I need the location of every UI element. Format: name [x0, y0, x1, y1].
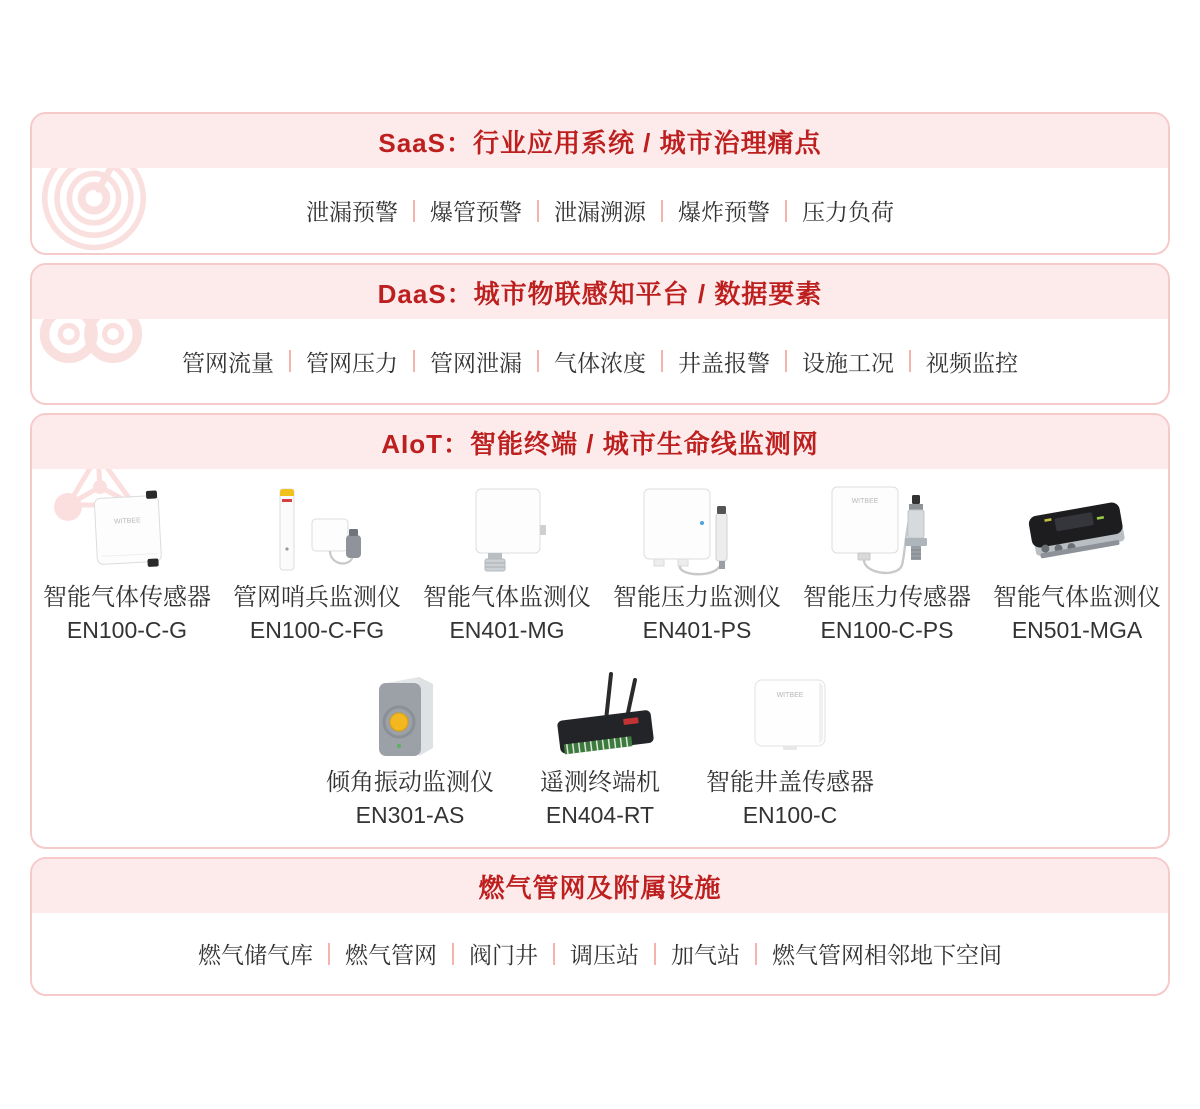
- aiot-card: [30, 413, 1170, 849]
- pressure-monitor-image: [622, 483, 772, 578]
- device-name: 智能气体监测仪: [993, 584, 1161, 611]
- saas-card-body: [32, 168, 1168, 253]
- device-model: EN404-RT: [545, 802, 655, 828]
- device-cell: [315, 668, 505, 831]
- device-cell: [602, 483, 792, 646]
- device-model: EN100-C-FG: [249, 617, 385, 643]
- gas-network-title: 燃气管网及附属设施: [478, 872, 722, 903]
- saas-card-header: [32, 114, 1168, 168]
- saas-items-row: [306, 194, 894, 227]
- device-name: 智能气体监测仪: [423, 584, 591, 611]
- gas-network-card: [30, 857, 1170, 996]
- item-separator: [413, 350, 415, 372]
- device-name: 遥测终端机: [540, 769, 660, 796]
- device-model: EN401-MG: [449, 617, 565, 643]
- gas-network-item: 调压站: [570, 942, 639, 968]
- item-separator: [413, 200, 415, 222]
- item-separator: [654, 943, 656, 965]
- saas-title: SaaS：行业应用系统 / 城市治理痛点: [378, 127, 822, 158]
- daas-item: 气体浓度: [554, 349, 646, 376]
- device-brand-label: WITBEE: [851, 498, 879, 505]
- gas-network-item: 燃气储气库: [198, 942, 313, 968]
- aiot-devices-row2: [315, 668, 885, 831]
- daas-items-row: [182, 345, 1018, 378]
- pressure-sensor-image: [812, 483, 962, 578]
- saas-item: 泄漏预警: [306, 199, 398, 225]
- daas-card-header: [32, 265, 1168, 319]
- device-name: 智能压力传感器: [803, 584, 971, 611]
- daas-card: [30, 263, 1170, 405]
- item-separator: [661, 200, 663, 222]
- device-model: EN301-AS: [355, 802, 465, 828]
- device-model: EN501-MGA: [1011, 617, 1143, 643]
- gas-network-item: 燃气管网: [345, 942, 437, 968]
- device-brand-label: WITBEE: [113, 517, 141, 526]
- gas-monitor-black-image: [1002, 483, 1152, 578]
- daas-item: 井盖报警: [678, 349, 770, 376]
- gas-network-card-header: [32, 859, 1168, 913]
- gas-network-items-row: [198, 937, 1002, 970]
- daas-item: 管网流量: [182, 349, 274, 376]
- saas-card: [30, 112, 1170, 255]
- saas-item: 爆炸预警: [678, 199, 770, 225]
- saas-item: 泄漏溯源: [554, 199, 646, 225]
- daas-item: 管网压力: [306, 349, 398, 376]
- device-model: EN100-C-G: [66, 617, 188, 643]
- device-cell: [412, 483, 602, 646]
- device-name: 智能压力监测仪: [613, 584, 781, 611]
- device-name: 管网哨兵监测仪: [233, 584, 401, 611]
- telemetry-terminal-image: [525, 668, 675, 763]
- item-separator: [909, 350, 911, 372]
- manhole-sensor-image: [715, 668, 865, 763]
- layer-stack: [30, 112, 1170, 996]
- device-cell: [32, 483, 222, 646]
- item-separator: [452, 943, 454, 965]
- device-brand-label: WITBEE: [776, 692, 804, 699]
- item-separator: [661, 350, 663, 372]
- gas-sensor-box-image: [52, 483, 202, 578]
- gas-monitor-image: [432, 483, 582, 578]
- item-separator: [785, 350, 787, 372]
- device-name: 智能井盖传感器: [706, 769, 874, 796]
- device-model: EN100-C-PS: [820, 617, 954, 643]
- aiot-card-header: [32, 415, 1168, 469]
- device-cell: [695, 668, 885, 831]
- item-separator: [328, 943, 330, 965]
- daas-item: 视频监控: [926, 349, 1018, 376]
- gas-network-item: 加气站: [671, 942, 740, 968]
- gas-network-item: 燃气管网相邻地下空间: [772, 942, 1002, 968]
- device-cell: [505, 668, 695, 831]
- gas-network-item: 阀门井: [469, 942, 538, 968]
- aiot-title: AIoT：智能终端 / 城市生命线监测网: [381, 428, 819, 459]
- aiot-devices-row1: [32, 483, 1170, 646]
- device-cell: [792, 483, 982, 646]
- daas-item: 设施工况: [802, 349, 894, 376]
- daas-card-body: [32, 319, 1168, 403]
- device-cell: [982, 483, 1170, 646]
- device-cell: [222, 483, 412, 646]
- saas-item: 压力负荷: [802, 199, 894, 225]
- device-model: EN100-C: [742, 802, 838, 828]
- item-separator: [553, 943, 555, 965]
- item-separator: [785, 200, 787, 222]
- saas-item: 爆管预警: [430, 199, 522, 225]
- item-separator: [537, 350, 539, 372]
- device-model: EN401-PS: [642, 617, 752, 643]
- tilt-vibration-sensor-image: [335, 668, 485, 763]
- item-separator: [289, 350, 291, 372]
- gas-network-card-body: [32, 913, 1168, 994]
- item-separator: [537, 200, 539, 222]
- device-name: 倾角振动监测仪: [326, 769, 494, 796]
- daas-item: 管网泄漏: [430, 349, 522, 376]
- pipeline-sentinel-image: [242, 483, 392, 578]
- item-separator: [755, 943, 757, 965]
- device-name: 智能气体传感器: [43, 584, 211, 611]
- daas-title: DaaS：城市物联感知平台 / 数据要素: [377, 278, 823, 309]
